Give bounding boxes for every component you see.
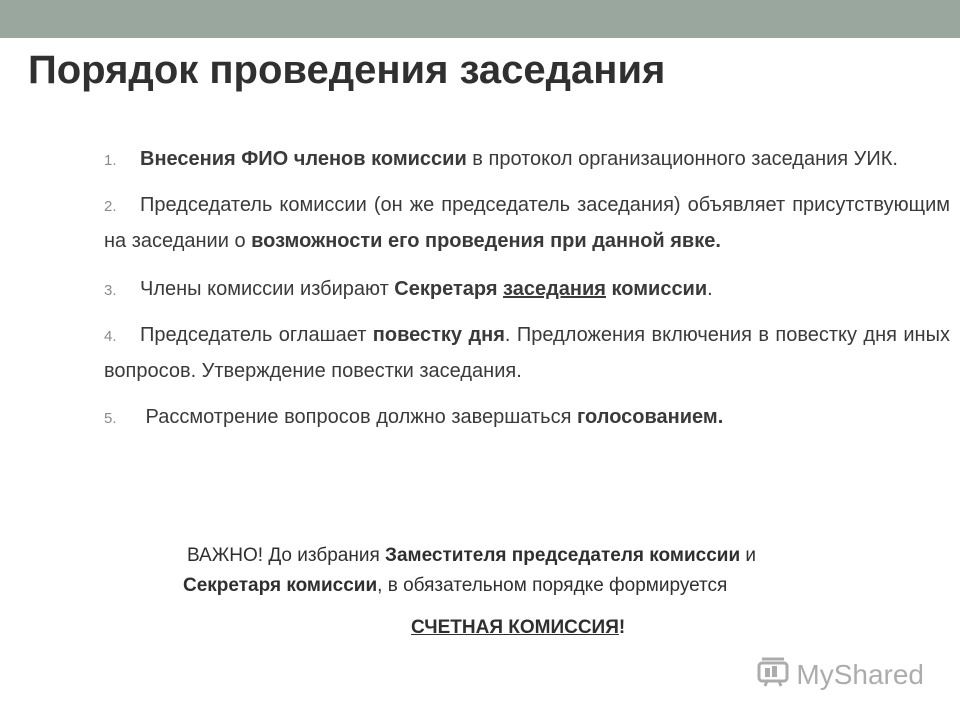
secretary-text: Секретаря комиссии xyxy=(183,575,378,596)
list-item-number: 4. xyxy=(104,328,117,345)
list-item-number: 2. xyxy=(104,198,117,215)
list-item-text: заседания xyxy=(503,278,606,300)
list-item-number: 5. xyxy=(104,410,117,427)
list-item-text: голосованием. xyxy=(576,406,724,428)
conjunction-text: и xyxy=(740,545,757,566)
list-item-text: . xyxy=(707,278,713,300)
list-item-text: Секретаря xyxy=(394,278,504,300)
list-item xyxy=(104,272,950,308)
list-item-text: Внесения ФИО членов комиссии xyxy=(140,148,467,170)
list-item-text: Председатель комиссии (он же председатель заседания) объявляет присутствующим на заседании о xyxy=(104,194,950,252)
list-item-text: . Предложения включения в повестку дня иных вопросов. Утверждение повестки заседания. xyxy=(104,324,950,382)
list-item-number: 3. xyxy=(104,282,117,299)
list-item-text: повестку дня xyxy=(372,324,505,346)
list-item-text: комиссии xyxy=(605,278,708,300)
list-item-text: возможности его проведения при данной явке. xyxy=(251,230,721,252)
list-item xyxy=(104,400,950,436)
exclamation-text: ! xyxy=(618,617,626,638)
list-item xyxy=(104,188,950,258)
watermark xyxy=(756,657,924,692)
formation-text: , в обязательном порядке формируется xyxy=(377,575,728,596)
list-item xyxy=(104,318,950,388)
important-line-3 xyxy=(150,613,910,643)
list-item xyxy=(104,142,950,178)
important-prefix: ВАЖНО! До избрания xyxy=(187,545,386,566)
important-note xyxy=(150,541,910,643)
list-item-text: Председатель оглашает xyxy=(140,324,373,346)
top-accent-bar xyxy=(0,0,960,38)
important-line-2 xyxy=(150,571,910,601)
watermark-text: MyShared xyxy=(796,658,924,690)
slide-title: Порядок проведения заседания xyxy=(28,48,666,92)
counting-commission-text: СЧЕТНАЯ КОМИССИЯ xyxy=(411,617,619,638)
list-item-number: 1. xyxy=(104,152,117,169)
list-item-text: Члены комиссии избирают xyxy=(140,278,395,300)
list-item-text: в протокол организационного заседания УИК. xyxy=(466,148,898,170)
list-item-text: Рассмотрение вопросов должно завершаться xyxy=(140,406,577,428)
important-line-1 xyxy=(150,541,910,571)
procedure-list xyxy=(104,142,950,436)
myshared-logo-icon xyxy=(756,657,790,692)
deputy-chair-text: Заместителя председателя комиссии xyxy=(385,545,741,566)
